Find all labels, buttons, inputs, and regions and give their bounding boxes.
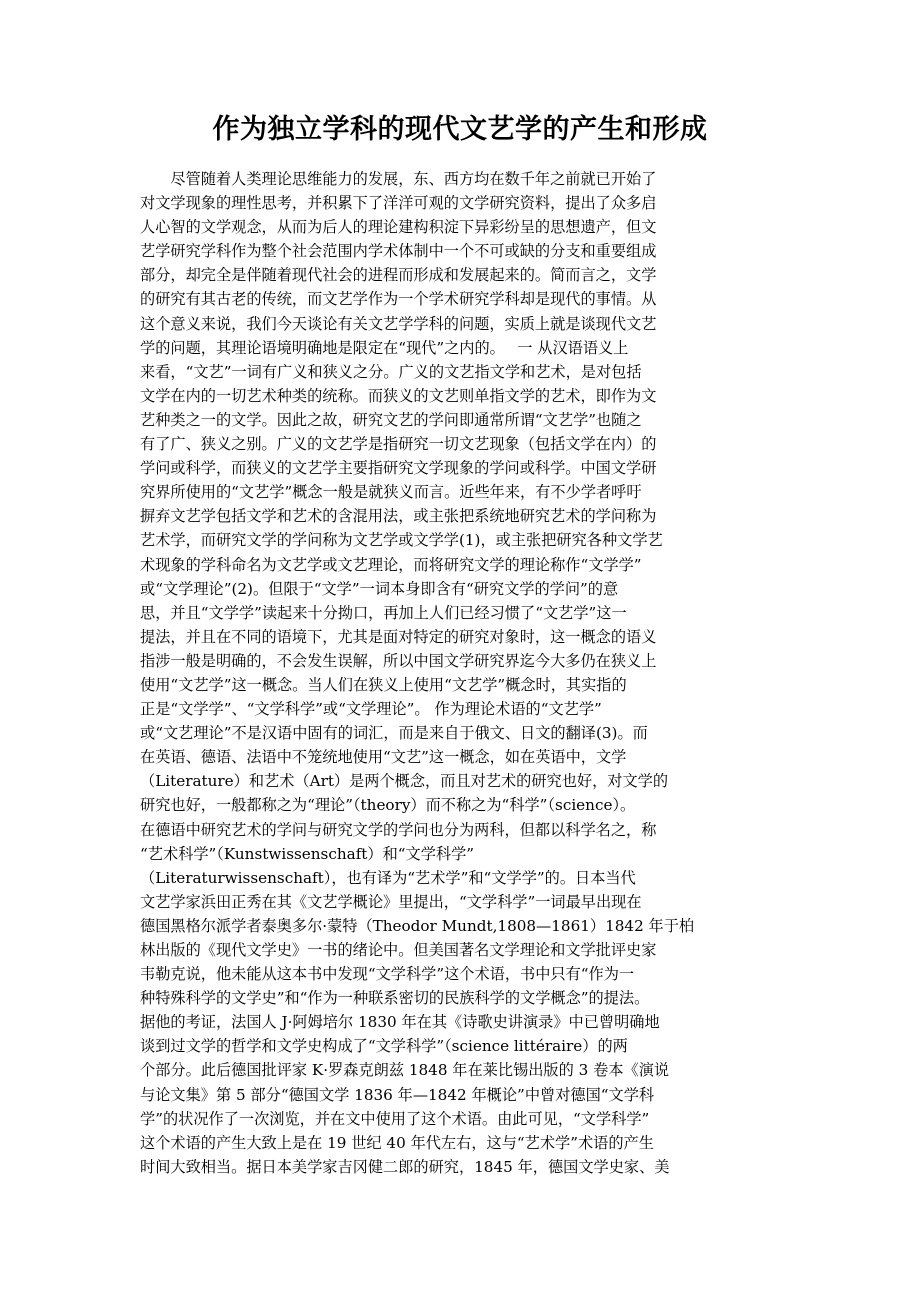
paragraph-line: 学的问题，其理论语境明确地是限定在“现代”之内的。 一 从汉语语义上 bbox=[140, 338, 629, 357]
paragraph-line: 有了广、狭义之别。广义的文艺学是指研究一切文艺现象（包括文学在内）的 bbox=[140, 435, 657, 454]
paragraph-line: “艺术科学”（Kunstwissenschaft）和“文学科学” bbox=[140, 844, 475, 863]
paragraph-line: 艺学研究学科作为整个社会范围内学术体制中一个不可或缺的分支和重要组成 bbox=[140, 242, 657, 261]
paragraph-line: 谈到过文学的哲学和文学史构成了“文学科学”（science littéraire）的两 bbox=[140, 1037, 628, 1056]
paragraph-line: 的研究有其古老的传统，而文艺学作为一个学术研究学科却是现代的事情。从 bbox=[140, 290, 657, 309]
paragraph-line: 韦勒克说，他未能从这本书中发现“文学科学”这个术语，书中只有“作为一 bbox=[140, 965, 635, 984]
paragraph-line: 对文学现象的理性思考，并积累下了洋洋可观的文学研究资料，提出了众多启 bbox=[140, 194, 657, 213]
paragraph-line: 究界所使用的“文艺学”概念一般是就狭义而言。近些年来，有不少学者呼吁 bbox=[140, 483, 642, 502]
paragraph-line: 艺术学，而研究文学的学问称为文艺学或文学学(1)，或主张把研究各种文学艺 bbox=[140, 531, 663, 550]
paragraph-line: 研究也好，一般都称之为“理论”（theory）而不称之为“科学”（science）。 bbox=[140, 796, 636, 815]
paragraph-line: 与论文集》第 5 部分“德国文学 1836 年—1842 年概论”中曾对德国“文学科 bbox=[140, 1085, 655, 1104]
paragraph-line: 在德语中研究艺术的学问与研究文学的学问也分为两科，但都以科学名之，称 bbox=[140, 820, 657, 839]
paragraph-line: 文学在内的一切艺术种类的统称。而狭义的文艺则单指文学的艺术，即作为文 bbox=[140, 386, 657, 405]
paragraph-line: 术现象的学科命名为文艺学或文艺理论，而将研究文学的理论称作“文学学” bbox=[140, 555, 642, 574]
paragraph-line: 学”的状况作了一次浏览，并在文中使用了这个术语。由此可见，“文学科学” bbox=[140, 1109, 650, 1128]
paragraph-line: 尽管随着人类理论思维能力的发展，东、西方均在数千年之前就已开始了 bbox=[140, 170, 657, 188]
paragraph-line: 指涉一般是明确的，不会发生误解，所以中国文学研究界迄今大多仍在狭义上 bbox=[140, 651, 657, 670]
paragraph-line: 思，并且“文学学”读起来十分拗口，再加上人们已经习惯了“文艺学”这一 bbox=[140, 603, 627, 622]
paragraph-line: 摒弃文艺学包括文学和艺术的含混用法，或主张把系统地研究艺术的学问称为 bbox=[140, 507, 657, 526]
document-title: 作为独立学科的现代文艺学的产生和形成 bbox=[212, 114, 708, 145]
paragraph-line: （Literature）和艺术（Art）是两个概念，而且对艺术的研究也好，对文学的 bbox=[140, 772, 669, 791]
paragraph-line: 德国黑格尔派学者泰奥多尔·蒙特（Theodor Mundt,1808—1861）1842 年于柏 bbox=[140, 916, 695, 935]
paragraph-line: 或“文学理论”(2)。但限于“文学”一词本身即含有“研究文学的学问”的意 bbox=[140, 579, 619, 598]
document-body bbox=[140, 167, 790, 1179]
paragraph-line: 在英语、德语、法语中不笼统地使用“文艺”这一概念，如在英语中，文学 bbox=[140, 748, 627, 767]
paragraph-line: 这个意义来说，我们今天谈论有关文艺学学科的问题，实质上就是谈现代文艺 bbox=[140, 314, 657, 333]
paragraph-line: 个部分。此后德国批评家 K·罗森克朗兹 1848 年在莱比锡出版的 3 卷本《演说 bbox=[140, 1061, 670, 1080]
paragraph-line: 时间大致相当。据日本美学家吉冈健二郎的研究，1845 年，德国文学史家、美 bbox=[140, 1157, 670, 1176]
paragraph-line: 提法，并且在不同的语境下，尤其是面对特定的研究对象时，这一概念的语义 bbox=[140, 627, 657, 646]
paragraph-line: 种特殊科学的文学史”和“作为一种联系密切的民族科学的文学概念”的提法。 bbox=[140, 989, 650, 1008]
paragraph-line: 或“文艺理论”不是汉语中固有的词汇，而是来自于俄文、日文的翻译(3)。而 bbox=[140, 724, 648, 743]
paragraph-line: 林出版的《现代文学史》一书的绪论中。但美国著名文学理论和文学批评史家 bbox=[140, 941, 657, 959]
paragraph-line: 正是“文学学”、“文学科学”或“文学理论”。 作为理论术语的“文艺学” bbox=[140, 700, 602, 719]
paragraph-line: （Literaturwissenschaft），也有译为“艺术学”和“文学学”的。日本当代 bbox=[140, 868, 636, 887]
paragraph-line: 这个术语的产生大致上是在 19 世纪 40 年代左右，这与“艺术学”术语的产生 bbox=[140, 1133, 654, 1152]
paragraph-line: 人心智的文学观念，从而为后人的理论建构积淀下异彩纷呈的思想遗产，但文 bbox=[140, 218, 657, 237]
paragraph-line: 学问或科学，而狭义的文艺学主要指研究文学现象的学问或科学。中国文学研 bbox=[140, 459, 657, 478]
paragraph-line: 来看，“文艺”一词有广义和狭义之分。广义的文艺指文学和艺术，是对包括 bbox=[140, 362, 642, 381]
paragraph-line: 艺种类之一的文学。因此之故，研究文艺的学问即通常所谓“文艺学”也随之 bbox=[140, 410, 642, 429]
paragraph-line: 部分，却完全是伴随着现代社会的进程而形成和发展起来的。简而言之，文学 bbox=[140, 266, 657, 285]
paragraph-line: 据他的考证，法国人 J·阿姆培尔 1830 年在其《诗歌史讲演录》中已曾明确地 bbox=[140, 1013, 660, 1032]
paragraph-line: 使用“文艺学”这一概念。当人们在狭义上使用“文艺学”概念时，其实指的 bbox=[140, 675, 627, 694]
paragraph-line: 文艺学家浜田正秀在其《文艺学概论》里提出，“文学科学”一词最早出现在 bbox=[140, 892, 642, 911]
